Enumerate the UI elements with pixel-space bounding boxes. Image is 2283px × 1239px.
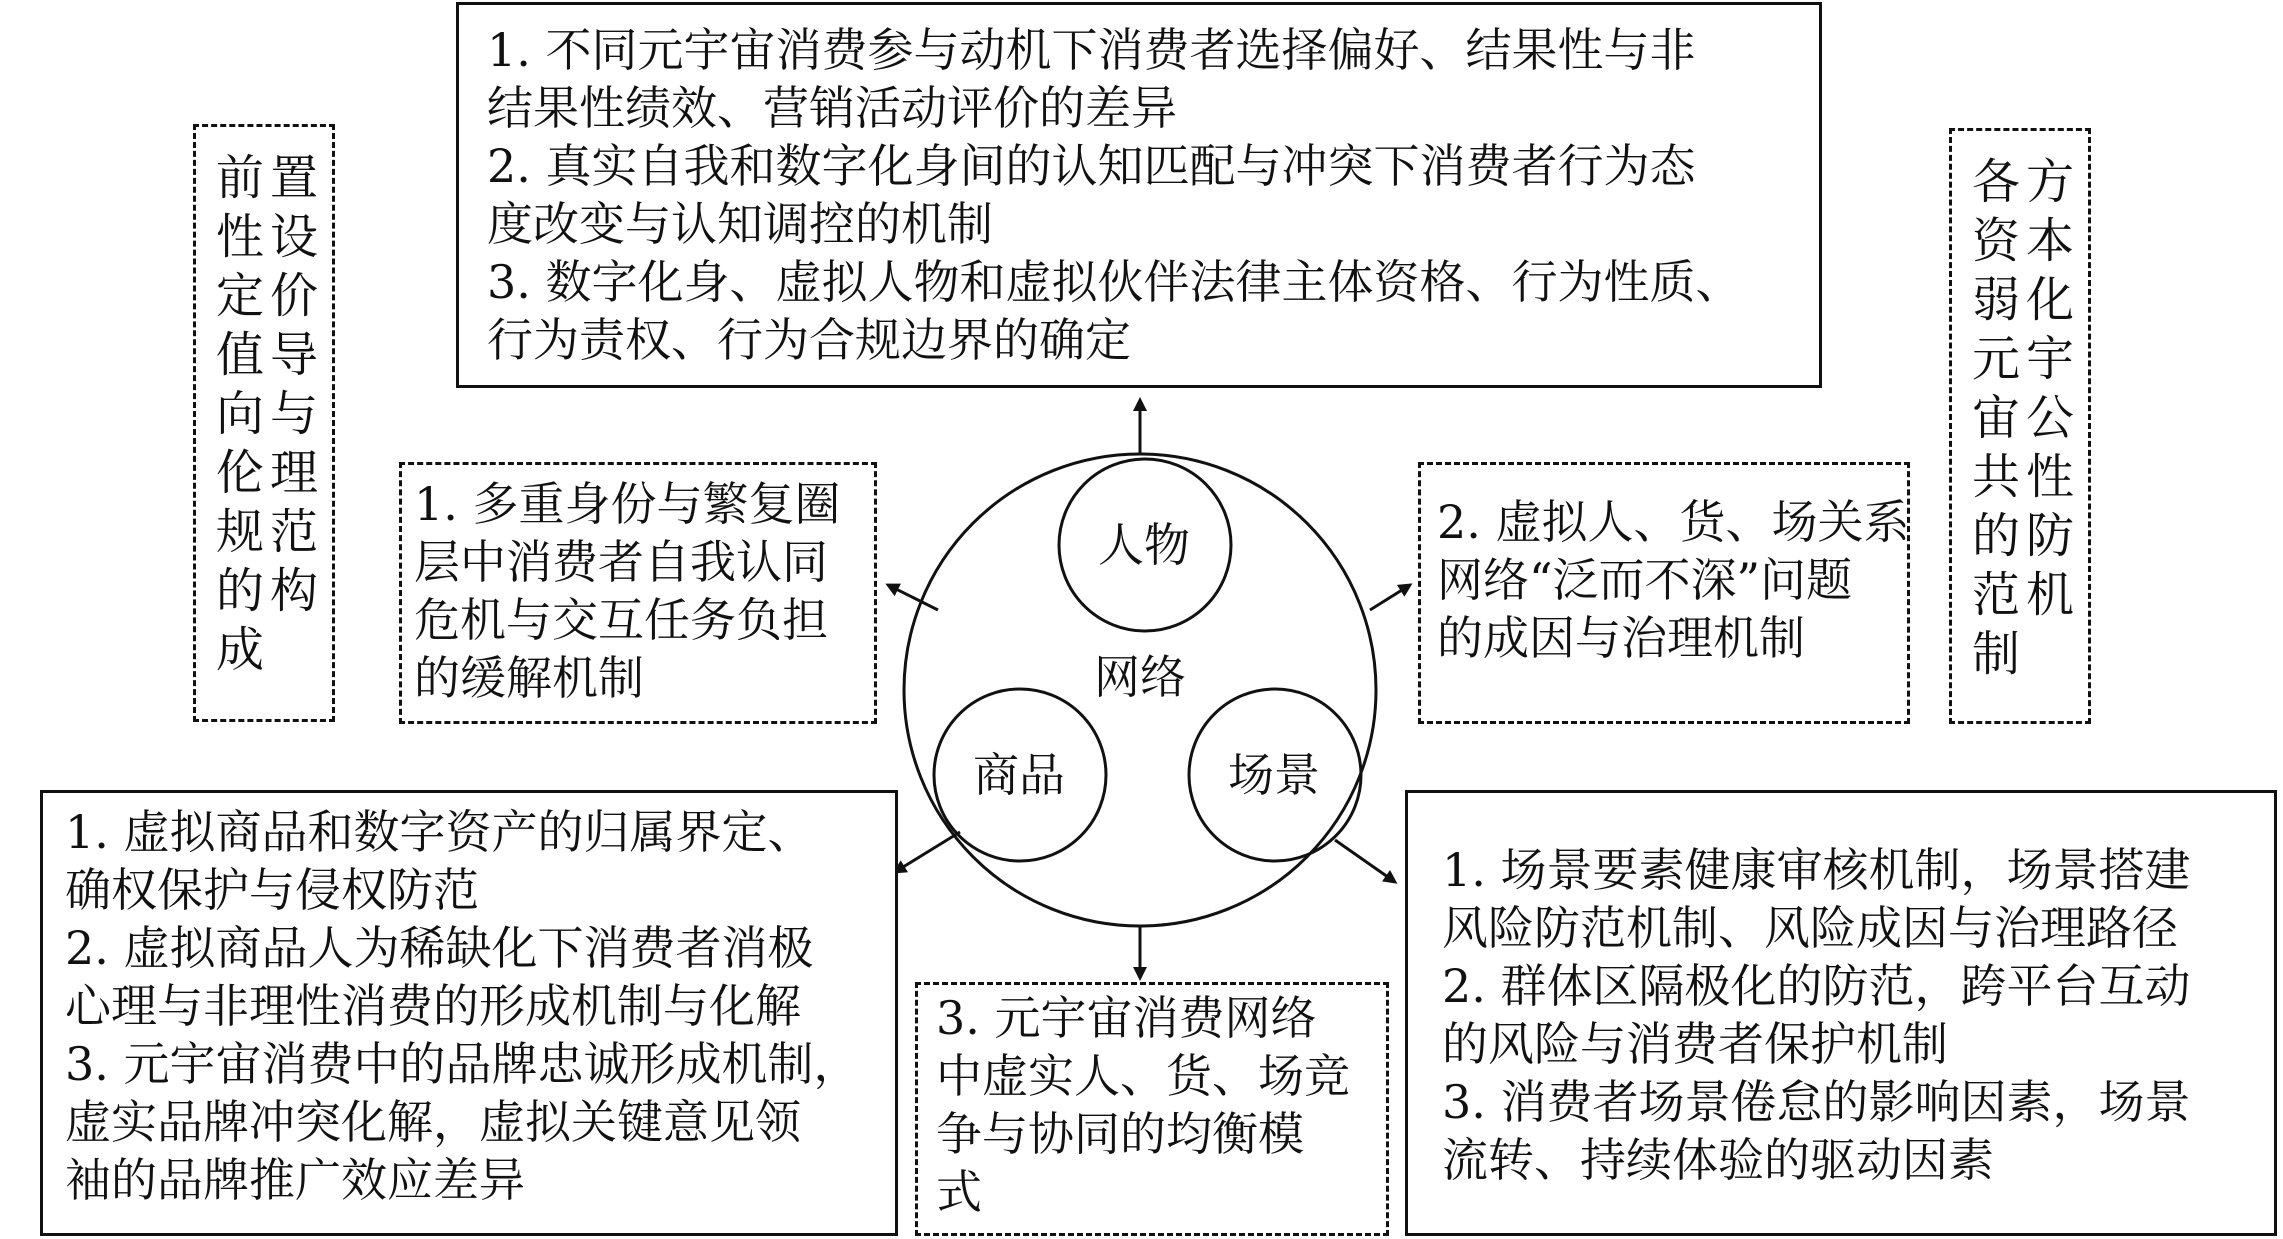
bottom-left-line-4: 心理与非理性消费的形成机制与化解 bbox=[65, 979, 801, 1033]
bottom-right-line-5: 3. 消费者场景倦怠的影响因素，场景 bbox=[1442, 1075, 2191, 1129]
bottom-right-line-1: 1. 场景要素健康审核机制，场景搭建 bbox=[1442, 843, 2191, 897]
bottom-right-box bbox=[1405, 790, 2277, 1236]
left-vertical-col2: 置 设 价 导 与 理 范 构 bbox=[269, 150, 318, 619]
bottom-left-line-3: 2. 虚拟商品人为稀缺化下消费者消极 bbox=[65, 921, 814, 975]
bottom-left-line-7: 袖的品牌推广效应差异 bbox=[65, 1153, 525, 1207]
left-mid-box bbox=[399, 462, 877, 724]
right-mid-line-3: 的成因与治理机制 bbox=[1437, 611, 1805, 665]
bottom-right-line-3: 2. 群体区隔极化的防范，跨平台互动 bbox=[1442, 959, 2191, 1013]
top-line-3: 2. 真实自我和数字化身间的认知匹配与冲突下消费者行为态 bbox=[487, 139, 1696, 193]
bottom-mid-box bbox=[915, 982, 1389, 1236]
right-mid-line-2: 网络“泛而不深”问题 bbox=[1437, 553, 1853, 607]
bottom-right-line-6: 流转、持续体验的驱动因素 bbox=[1442, 1133, 1994, 1187]
left-vertical-col1: 前 性 定 值 向 伦 规 的 成 bbox=[215, 150, 264, 678]
right-mid-box bbox=[1418, 462, 1910, 724]
node-person-label: 人物 bbox=[1098, 518, 1190, 572]
top-line-6: 行为责权、行为合规边界的确定 bbox=[487, 313, 1131, 367]
network-center-label: 网络 bbox=[1094, 650, 1186, 704]
right-vertical-col1: 各 资 弱 元 宙 共 的 范 制 bbox=[1971, 154, 2020, 682]
top-line-2: 结果性绩效、营销活动评价的差异 bbox=[487, 81, 1177, 135]
bottom-left-line-5: 3. 元宇宙消费中的品牌忠诚形成机制， bbox=[65, 1037, 860, 1091]
bottom-right-line-4: 的风险与消费者保护机制 bbox=[1442, 1017, 1948, 1071]
left-mid-line-2: 层中消费者自我认同 bbox=[414, 535, 828, 589]
bottom-left-line-2: 确权保护与侵权防范 bbox=[65, 863, 479, 917]
top-research-box bbox=[456, 2, 1822, 388]
top-line-5: 3. 数字化身、虚拟人物和虚拟伙伴法律主体资格、行为性质、 bbox=[487, 255, 1742, 309]
bottom-mid-line-2: 中虚实人、货、场竞 bbox=[936, 1049, 1350, 1103]
left-mid-line-4: 的缓解机制 bbox=[414, 651, 644, 705]
arrow-left-mid bbox=[888, 585, 938, 610]
bottom-left-line-1: 1. 虚拟商品和数字资产的归属界定、 bbox=[65, 805, 814, 859]
left-vertical-box bbox=[193, 124, 335, 722]
bottom-mid-line-3: 争与协同的均衡模 bbox=[936, 1107, 1304, 1161]
top-line-4: 度改变与认知调控的机制 bbox=[487, 197, 993, 251]
left-mid-line-1: 1. 多重身份与繁复圈 bbox=[414, 477, 841, 531]
node-goods-label: 商品 bbox=[973, 748, 1065, 802]
arrow-bottom-left bbox=[895, 832, 960, 872]
bottom-mid-line-4: 式 bbox=[936, 1165, 982, 1219]
bottom-left-box bbox=[40, 790, 898, 1236]
arrow-right-mid bbox=[1370, 585, 1410, 610]
bottom-right-line-2: 风险防范机制、风险成因与治理路径 bbox=[1442, 901, 2178, 955]
right-vertical-col2: 方 本 化 宇 公 性 防 机 bbox=[2025, 154, 2074, 623]
arrow-bottom-right bbox=[1335, 840, 1395, 882]
bottom-mid-line-1: 3. 元宇宙消费网络 bbox=[936, 991, 1317, 1045]
right-vertical-box bbox=[1949, 128, 2091, 724]
node-scene-label: 场景 bbox=[1228, 748, 1320, 802]
top-line-1: 1. 不同元宇宙消费参与动机下消费者选择偏好、结果性与非 bbox=[487, 23, 1696, 77]
right-mid-line-1: 2. 虚拟人、货、场关系 bbox=[1437, 495, 1910, 549]
left-mid-line-3: 危机与交互任务负担 bbox=[414, 593, 828, 647]
bottom-left-line-6: 虚实品牌冲突化解，虚拟关键意见领 bbox=[65, 1095, 801, 1149]
